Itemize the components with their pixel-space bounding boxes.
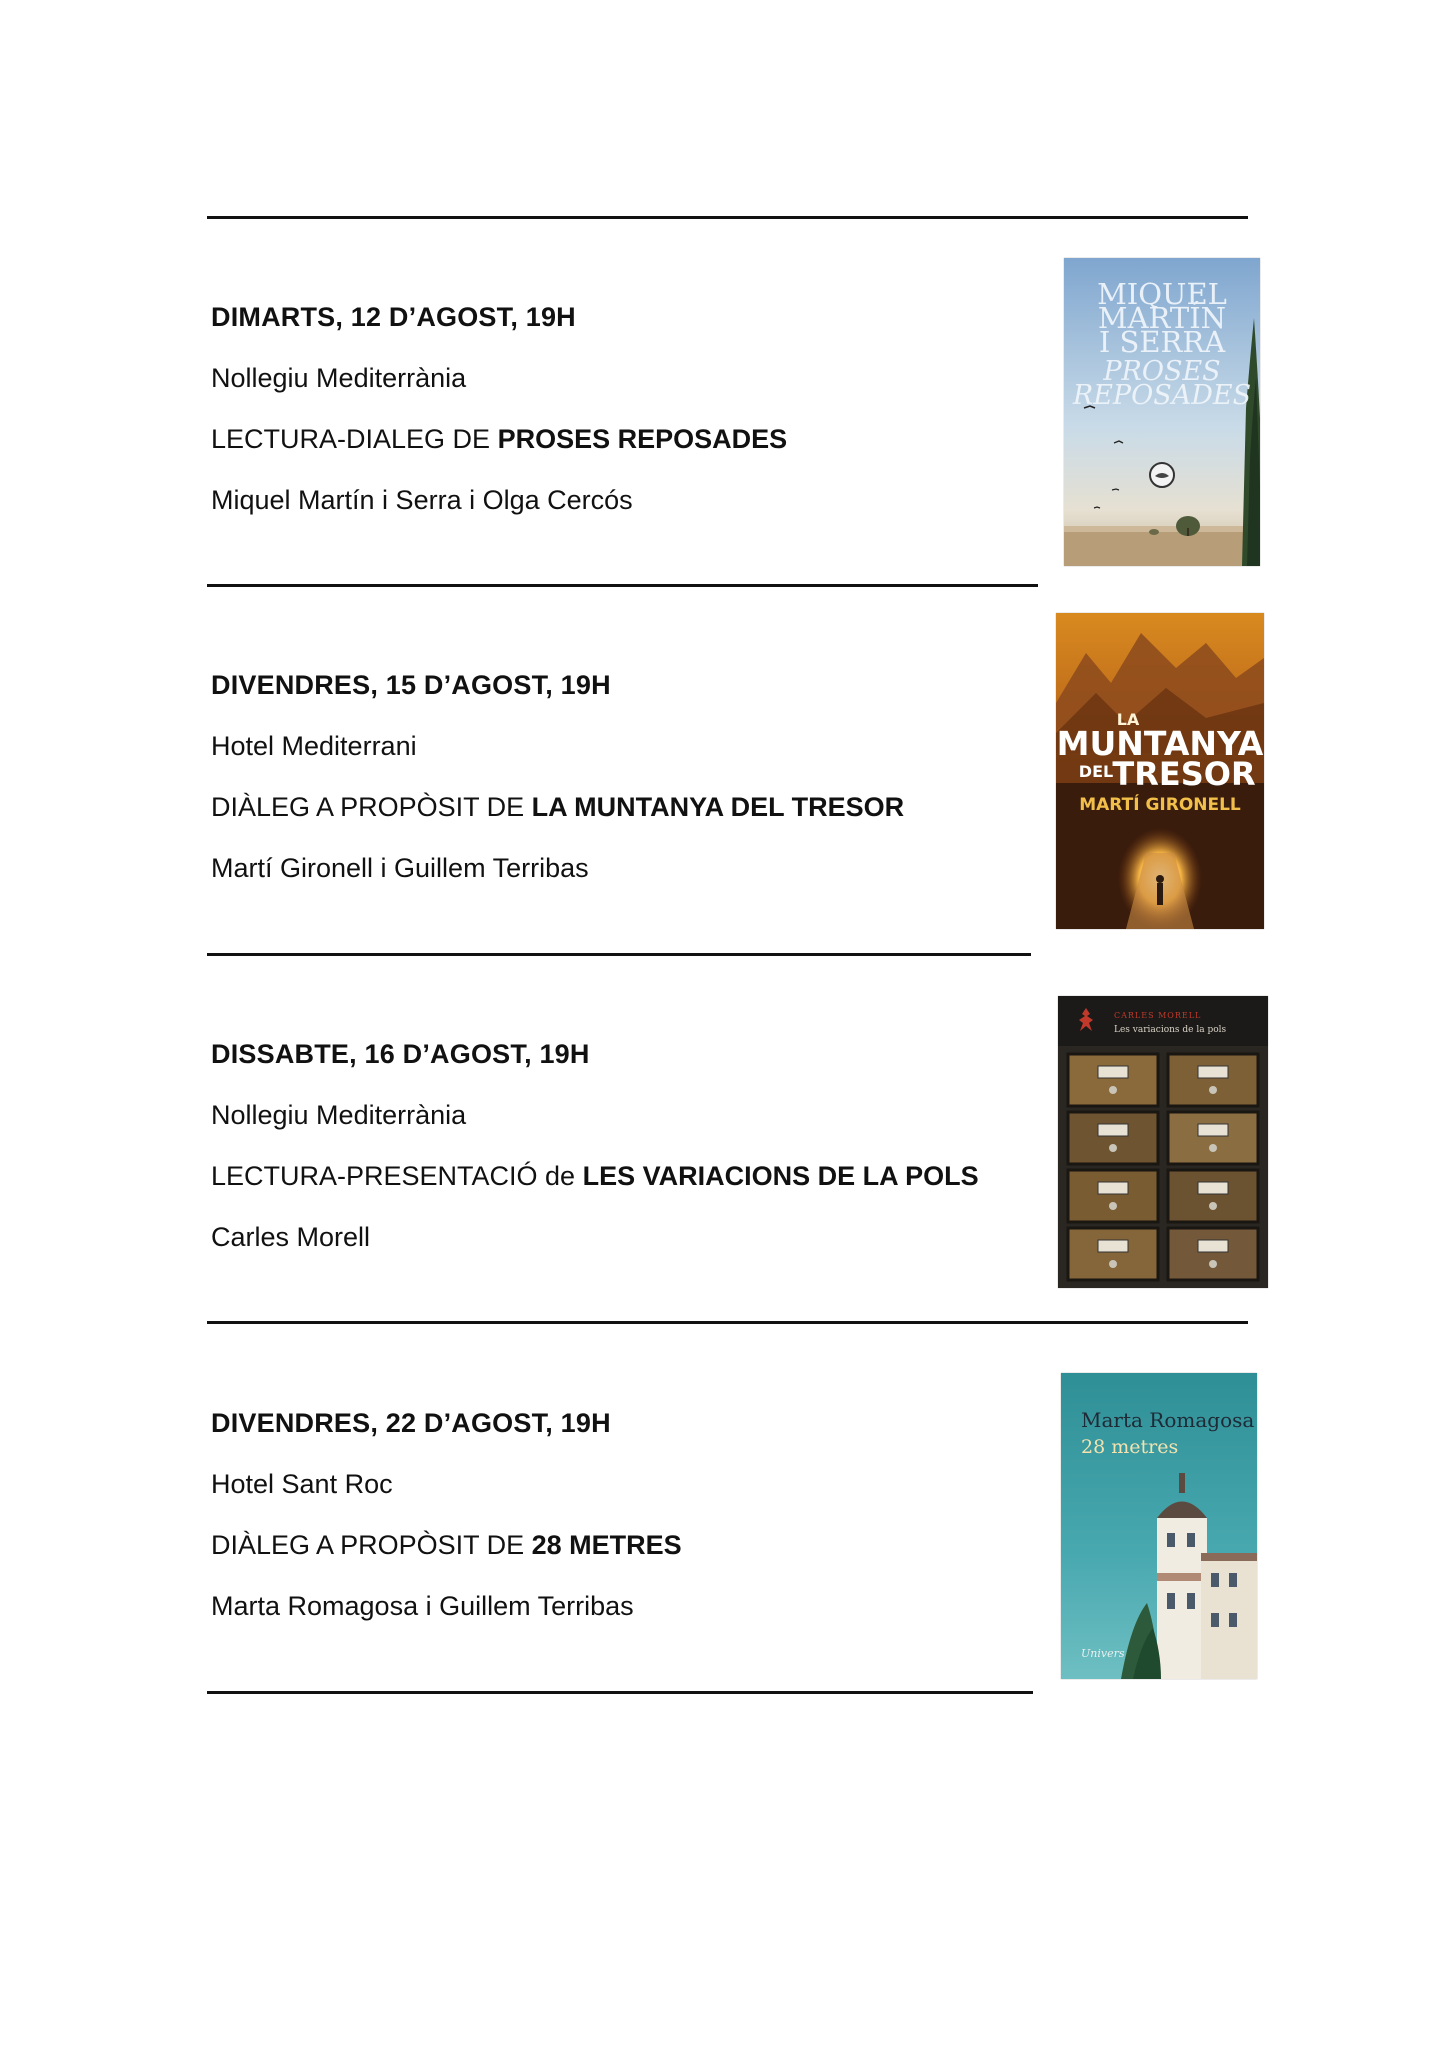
event-3 <box>211 1041 1031 1251</box>
book-title: LA MUNTANYA DEL TRESOR <box>531 792 905 822</box>
activity-prefix: DIÀLEG A PROPÒSIT DE <box>211 1530 532 1560</box>
event-date: DISSABTE, 16 D’AGOST, 19H <box>211 1039 590 1069</box>
event-1 <box>211 304 1031 514</box>
book-title: LES VARIACIONS DE LA POLS <box>582 1161 979 1191</box>
cover-title: 28 metres <box>1081 1436 1179 1458</box>
event-activity <box>211 426 1031 453</box>
cover-author: CARLES MORELL <box>1114 1011 1202 1020</box>
event-venue: Hotel Sant Roc <box>211 1469 393 1499</box>
divider-2 <box>207 953 1031 956</box>
cover-author-line: I SERRA <box>1098 325 1226 359</box>
book-title: 28 METRES <box>531 1530 682 1560</box>
event-participants: Martí Gironell i Guillem Terribas <box>211 853 589 883</box>
book-cover-28-metres <box>1061 1373 1257 1679</box>
book-cover-la-muntanya-del-tresor <box>1056 613 1264 929</box>
cover-title-sub: TRESOR <box>1112 755 1256 793</box>
activity-prefix: LECTURA-PRESENTACIÓ de <box>211 1161 583 1191</box>
cover-title-small: LA <box>1116 710 1140 729</box>
cover-author: MARTÍ GIRONELL <box>1079 795 1241 815</box>
event-venue: Nollegiu Mediterrània <box>211 1100 467 1130</box>
activity-prefix: DIÀLEG A PROPÒSIT DE <box>211 792 532 822</box>
cover-author-line: MARTÍN <box>1097 301 1227 335</box>
event-participants: Marta Romagosa i Guillem Terribas <box>211 1591 634 1621</box>
divider-bottom <box>207 1691 1033 1694</box>
book-cover-proses-reposades <box>1064 258 1260 566</box>
cover-title-line: REPOSADES <box>1072 380 1252 411</box>
activity-prefix: LECTURA-DIALEG DE <box>211 424 498 454</box>
event-date: DIMARTS, 12 D’AGOST, 19H <box>211 302 576 332</box>
cover-author: Marta Romagosa <box>1081 1408 1255 1432</box>
cover-author-line: MIQUEL <box>1097 277 1227 311</box>
book-title: PROSES REPOSADES <box>497 424 788 454</box>
cover-title: Les variacions de la pols <box>1114 1025 1227 1035</box>
event-2 <box>211 672 1031 882</box>
cover-publisher: Univers <box>1081 1647 1125 1660</box>
cover-title-sub-small: DEL <box>1078 762 1114 781</box>
event-participants: Carles Morell <box>211 1222 371 1252</box>
divider-3 <box>207 1321 1248 1324</box>
event-date: DIVENDRES, 22 D’AGOST, 19H <box>211 1408 611 1438</box>
cover-title-line: PROSES <box>1103 356 1221 387</box>
event-participants: Miquel Martín i Serra i Olga Cercós <box>211 485 633 515</box>
book-cover-les-variacions-de-la-pols <box>1058 996 1268 1288</box>
event-activity <box>211 794 1031 821</box>
event-venue: Hotel Mediterrani <box>211 731 417 761</box>
event-activity <box>211 1532 1031 1559</box>
divider-1 <box>207 584 1038 587</box>
event-venue: Nollegiu Mediterrània <box>211 363 467 393</box>
event-activity <box>211 1163 1031 1190</box>
divider-top <box>207 216 1248 219</box>
event-date: DIVENDRES, 15 D’AGOST, 19H <box>211 670 611 700</box>
cover-title-main: MUNTANYA <box>1056 724 1264 763</box>
event-4 <box>211 1410 1031 1620</box>
